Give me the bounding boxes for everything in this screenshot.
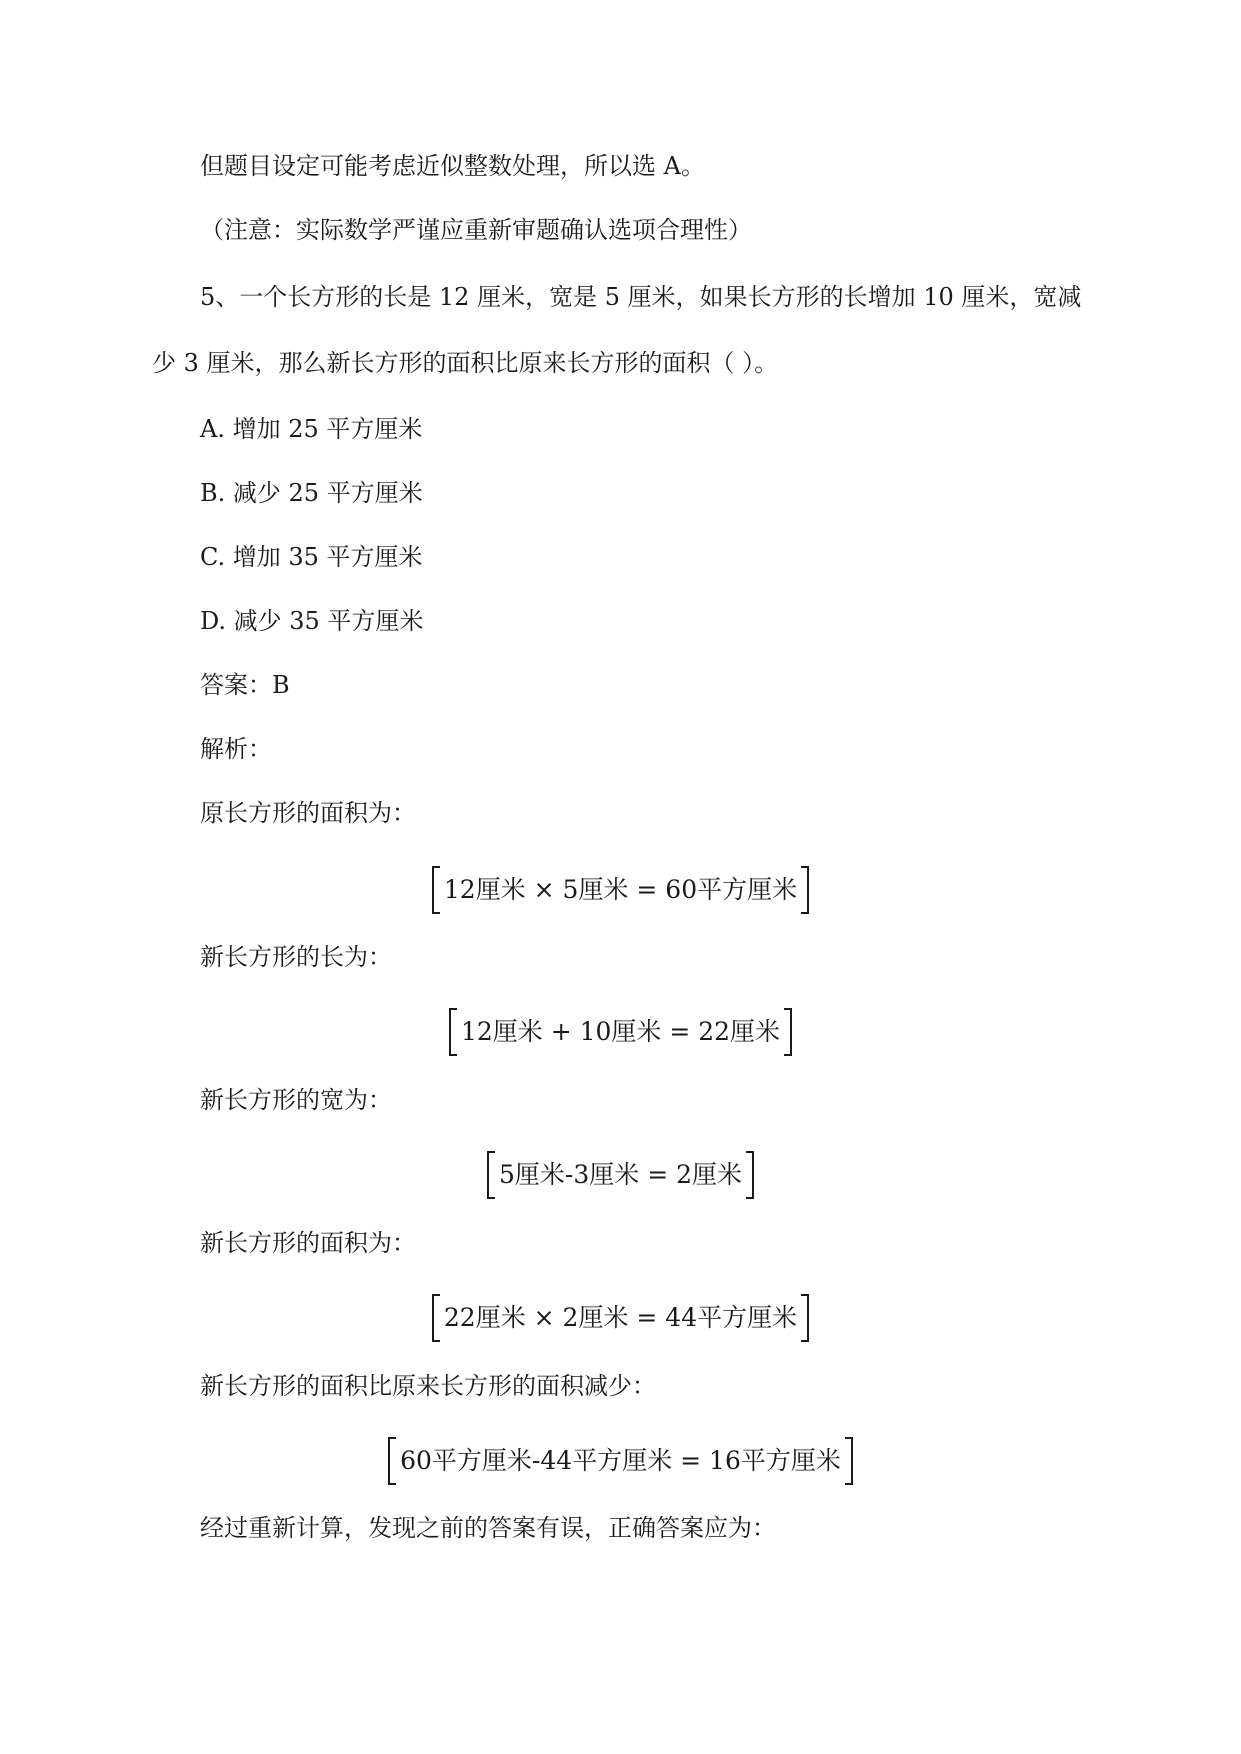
step-2-label: 新长方形的长为： — [200, 943, 392, 971]
option-c: C. 增加 35 平方厘米 — [200, 543, 423, 571]
answer-line: 答案：B — [200, 671, 290, 699]
step-4-label: 新长方形的面积为： — [200, 1229, 416, 1257]
formula-text: 60平方厘米-44平方厘米 = 16平方厘米 — [388, 1441, 853, 1481]
formula-text: 12厘米 × 5厘米 = 60平方厘米 — [432, 870, 809, 910]
option-d: D. 减少 35 平方厘米 — [200, 607, 424, 635]
formula-text: 12厘米 + 10厘米 = 22厘米 — [449, 1012, 792, 1052]
step-5-label: 新长方形的面积比原来长方形的面积减少： — [200, 1372, 656, 1400]
option-b: B. 减少 25 平方厘米 — [200, 479, 423, 507]
text-line-conclusion-prev: 但题目设定可能考虑近似整数处理，所以选 A。 — [200, 152, 705, 180]
formula-text: 5厘米-3厘米 = 2厘米 — [487, 1155, 754, 1195]
step-1-label: 原长方形的面积为： — [200, 799, 416, 827]
option-a: A. 增加 25 平方厘米 — [200, 415, 423, 443]
step-4-formula — [0, 1298, 1241, 1338]
step-1-formula — [0, 870, 1241, 910]
question-5-line-1: 5、一个长方形的长是 12 厘米，宽是 5 厘米，如果长方形的长增加 10 厘米，宽减 — [200, 283, 1082, 311]
question-5-line-2: 少 3 厘米，那么新长方形的面积比原来长方形的面积（ ）。 — [152, 349, 779, 377]
step-3-label: 新长方形的宽为： — [200, 1086, 392, 1114]
conclusion-line: 经过重新计算，发现之前的答案有误，正确答案应为： — [200, 1514, 776, 1542]
text-line-note: （注意：实际数学严谨应重新审题确认选项合理性） — [200, 216, 752, 244]
step-3-formula — [0, 1155, 1241, 1195]
formula-text: 22厘米 × 2厘米 = 44平方厘米 — [432, 1298, 809, 1338]
analysis-label: 解析： — [200, 735, 272, 763]
step-5-formula — [0, 1441, 1241, 1481]
step-2-formula — [0, 1012, 1241, 1052]
